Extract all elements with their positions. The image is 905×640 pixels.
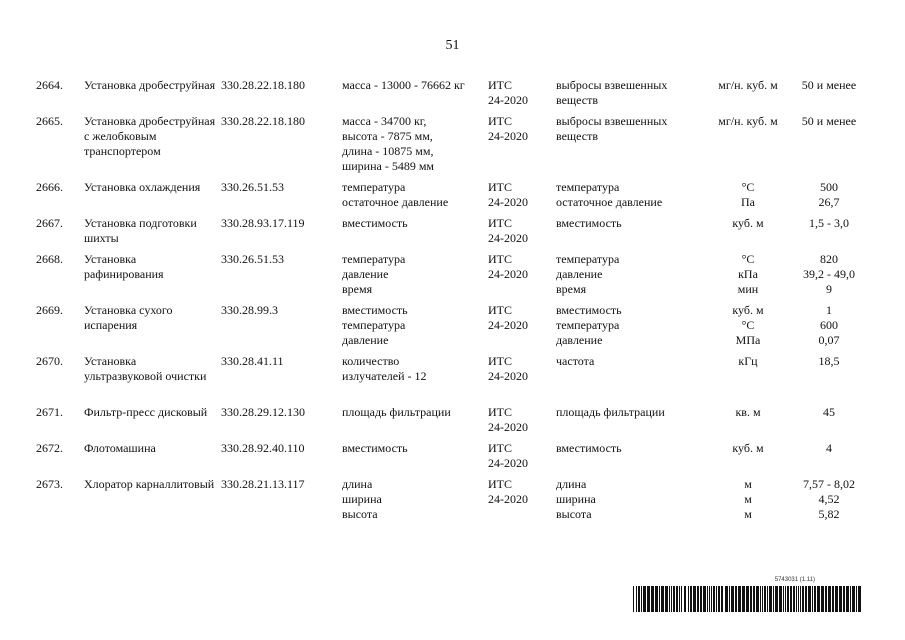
unit-of-measure-line: кГц [738, 354, 758, 368]
row-number: 2673. [36, 477, 63, 491]
technical-parameter-line: остаточное давление [342, 195, 449, 209]
barcode-icon [633, 586, 861, 612]
indicator-value [786, 78, 872, 93]
reference-document [488, 216, 550, 246]
table-row [0, 441, 905, 470]
indicator-name [556, 216, 706, 231]
okpd-code: 330.28.41.11 [221, 354, 284, 368]
indicator-name-line: ширина [556, 492, 596, 506]
row-number: 2672. [36, 441, 63, 455]
row-number: 2668. [36, 252, 63, 266]
unit-of-measure [706, 405, 790, 420]
row-number: 2666. [36, 180, 63, 194]
indicator-name [556, 78, 706, 108]
reference-document-line: ИТС [488, 441, 512, 455]
unit-of-measure-line: м [744, 492, 752, 506]
unit-of-measure [706, 114, 790, 129]
equipment-name: Установка рафинирования [84, 252, 164, 281]
indicator-name-line: давление [556, 333, 603, 347]
reference-document [488, 441, 550, 471]
technical-parameter [342, 114, 487, 174]
indicator-name-line: время [556, 282, 587, 296]
unit-of-measure-line: м [744, 507, 752, 521]
table-row [0, 180, 905, 209]
indicator-value-line: 50 и менее [801, 78, 857, 92]
table-row [0, 114, 905, 173]
equipment-name: Установка ультразвуковой очистки [84, 354, 207, 383]
reference-document-line: ИТС [488, 180, 512, 194]
indicator-name-line: высота [556, 507, 592, 521]
table-row [0, 303, 905, 347]
unit-of-measure-line: МПа [735, 333, 761, 347]
technical-parameter [342, 441, 487, 456]
indicator-value-line: 5,82 [818, 507, 840, 521]
unit-of-measure [706, 180, 790, 210]
indicator-name-line: температура [556, 318, 620, 332]
technical-parameter [342, 216, 487, 231]
indicator-name [556, 441, 706, 456]
unit-of-measure [706, 441, 790, 456]
row-number: 2671. [36, 405, 63, 419]
technical-parameter-line: вместимость [342, 303, 408, 317]
indicator-value-line: 7,57 - 8,02 [803, 477, 855, 491]
indicator-name-line: вместимость [556, 216, 622, 230]
row-number: 2669. [36, 303, 63, 317]
reference-document-line: ИТС [488, 114, 512, 128]
reference-document-line: 24-2020 [488, 318, 528, 332]
indicator-value-line: 45 [823, 405, 835, 419]
technical-parameter [342, 405, 487, 420]
indicator-value [786, 303, 872, 348]
row-number: 2664. [36, 78, 63, 92]
reference-document [488, 405, 550, 435]
reference-document-line: ИТС [488, 477, 512, 491]
reference-document [488, 354, 550, 384]
unit-of-measure [706, 303, 790, 348]
reference-document-line: 24-2020 [488, 456, 528, 470]
table-row [0, 354, 905, 383]
page-number: 51 [445, 38, 460, 53]
unit-of-measure-line: °C [741, 180, 755, 194]
row-number: 2670. [36, 354, 63, 368]
technical-parameter-line: излучателей - 12 [342, 369, 427, 383]
reference-document [488, 180, 550, 210]
equipment-name: Установка дробеструйная с желобковым транспортером [84, 114, 216, 158]
indicator-name-line: веществ [556, 93, 599, 107]
reference-document [488, 252, 550, 282]
indicator-value-line: 4,52 [818, 492, 840, 506]
indicator-name-line: частота [556, 354, 595, 368]
unit-of-measure-line: куб. м [732, 441, 764, 455]
okpd-code: 330.26.51.53 [221, 252, 284, 266]
equipment-name: Установка сухого испарения [84, 303, 173, 332]
unit-of-measure-line: кПа [738, 267, 758, 281]
unit-of-measure-line: мг/н. куб. м [718, 78, 778, 92]
technical-parameter-line: высота - 7875 мм, [342, 129, 433, 143]
indicator-name-line: веществ [556, 129, 599, 143]
indicator-name [556, 303, 706, 348]
indicator-name-line: вместимость [556, 441, 622, 455]
indicator-value-line: 18,5 [818, 354, 840, 368]
indicator-value-line: 39,2 - 49,0 [803, 267, 855, 281]
indicator-value [786, 216, 872, 231]
indicator-name-line: вместимость [556, 303, 622, 317]
technical-parameter [342, 180, 487, 210]
table-row [0, 405, 905, 434]
indicator-value-line: 1,5 - 3,0 [809, 216, 849, 230]
technical-parameter-line: масса - 13000 - 76662 кг [342, 78, 465, 92]
reference-document-line: 24-2020 [488, 267, 528, 281]
reference-document-line: 24-2020 [488, 420, 528, 434]
barcode-block [633, 577, 861, 613]
indicator-value [786, 354, 872, 369]
technical-parameter [342, 252, 487, 297]
technical-parameter-line: давление [342, 267, 389, 281]
technical-parameter-line: высота [342, 507, 378, 521]
equipment-name: Флотомашина [84, 441, 156, 455]
okpd-code: 330.28.29.12.130 [221, 405, 305, 419]
equipment-name: Установка подготовки шихты [84, 216, 197, 245]
indicator-value-line: 26,7 [818, 195, 840, 209]
technical-parameter-line: время [342, 282, 373, 296]
indicator-name-line: длина [556, 477, 587, 491]
unit-of-measure-line: м [744, 477, 752, 491]
technical-parameter-line: ширина - 5489 мм [342, 159, 435, 173]
technical-parameter [342, 78, 487, 93]
equipment-name: Установка охлаждения [84, 180, 201, 194]
indicator-value-line: 50 и менее [801, 114, 857, 128]
reference-document [488, 114, 550, 144]
indicator-name [556, 114, 706, 144]
indicator-value-line: 820 [820, 252, 838, 266]
technical-parameter-line: площадь фильтрации [342, 405, 451, 419]
unit-of-measure-line: мг/н. куб. м [718, 114, 778, 128]
unit-of-measure [706, 252, 790, 297]
technical-parameter-line: вместимость [342, 216, 408, 230]
indicator-value-line: 0,07 [818, 333, 840, 347]
unit-of-measure [706, 477, 790, 522]
technical-parameter-line: длина - 10875 мм, [342, 144, 434, 158]
technical-parameter-line: длина [342, 477, 373, 491]
indicator-value [786, 477, 872, 522]
okpd-code: 330.28.93.17.119 [221, 216, 305, 230]
okpd-code: 330.26.51.53 [221, 180, 284, 194]
indicator-value [786, 252, 872, 297]
reference-document [488, 303, 550, 333]
reference-document [488, 78, 550, 108]
okpd-code: 330.28.92.40.110 [221, 441, 305, 455]
indicator-name [556, 252, 706, 297]
technical-parameter [342, 477, 487, 522]
indicator-value [786, 180, 872, 210]
reference-document [488, 477, 550, 507]
row-number: 2665. [36, 114, 63, 128]
technical-parameter-line: давление [342, 333, 389, 347]
unit-of-measure-line: кв. м [735, 405, 761, 419]
unit-of-measure [706, 78, 790, 93]
table-row [0, 477, 905, 521]
unit-of-measure [706, 216, 790, 231]
indicator-name-line: площадь фильтрации [556, 405, 665, 419]
technical-parameter-line: количество [342, 354, 400, 368]
indicator-name-line: температура [556, 180, 620, 194]
okpd-code: 330.28.21.13.117 [221, 477, 305, 491]
technical-parameter-line: масса - 34700 кг, [342, 114, 427, 128]
indicator-value-line: 9 [826, 282, 832, 296]
barcode-caption: 5743031 (1.11) [774, 577, 815, 583]
technical-parameter-line: вместимость [342, 441, 408, 455]
indicator-value-line: 600 [820, 318, 838, 332]
okpd-code: 330.28.99.3 [221, 303, 278, 317]
indicator-name [556, 477, 706, 522]
reference-document-line: ИТС [488, 78, 512, 92]
equipment-name: Хлоратор карналлитовый [84, 477, 215, 491]
row-number: 2667. [36, 216, 63, 230]
unit-of-measure-line: °C [741, 318, 755, 332]
indicator-value [786, 405, 872, 420]
technical-parameter-line: температура [342, 318, 406, 332]
okpd-code: 330.28.22.18.180 [221, 78, 305, 92]
unit-of-measure-line: °C [741, 252, 755, 266]
unit-of-measure-line: куб. м [732, 303, 764, 317]
technical-parameter [342, 303, 487, 348]
reference-document-line: 24-2020 [488, 231, 528, 245]
table-row [0, 216, 905, 245]
technical-parameter-line: температура [342, 252, 406, 266]
reference-document-line: 24-2020 [488, 195, 528, 209]
indicator-value [786, 441, 872, 456]
indicator-value-line: 4 [826, 441, 832, 455]
okpd-code: 330.28.22.18.180 [221, 114, 305, 128]
indicator-value [786, 114, 872, 129]
unit-of-measure [706, 354, 790, 369]
unit-of-measure-line: Па [741, 195, 755, 209]
equipment-name: Фильтр-пресс дисковый [84, 405, 208, 419]
reference-document-line: ИТС [488, 252, 512, 266]
technical-parameter-line: температура [342, 180, 406, 194]
reference-document-line: ИТС [488, 303, 512, 317]
equipment-name: Установка дробеструйная [84, 78, 216, 92]
technical-parameter-line: ширина [342, 492, 382, 506]
indicator-name-line: выбросы взвешенных [556, 78, 668, 92]
indicator-name-line: остаточное давление [556, 195, 663, 209]
reference-document-line: 24-2020 [488, 129, 528, 143]
technical-parameter [342, 354, 487, 384]
reference-document-line: 24-2020 [488, 93, 528, 107]
indicator-name [556, 180, 706, 210]
indicator-name-line: температура [556, 252, 620, 266]
indicator-name [556, 354, 706, 369]
indicator-name-line: давление [556, 267, 603, 281]
reference-document-line: 24-2020 [488, 492, 528, 506]
reference-document-line: ИТС [488, 216, 512, 230]
indicator-name [556, 405, 706, 420]
indicator-value-line: 1 [826, 303, 832, 317]
unit-of-measure-line: мин [737, 282, 759, 296]
table-row [0, 78, 905, 107]
reference-document-line: 24-2020 [488, 369, 528, 383]
reference-document-line: ИТС [488, 354, 512, 368]
unit-of-measure-line: куб. м [732, 216, 764, 230]
table-row [0, 252, 905, 296]
reference-document-line: ИТС [488, 405, 512, 419]
indicator-name-line: выбросы взвешенных [556, 114, 668, 128]
indicator-value-line: 500 [820, 180, 838, 194]
